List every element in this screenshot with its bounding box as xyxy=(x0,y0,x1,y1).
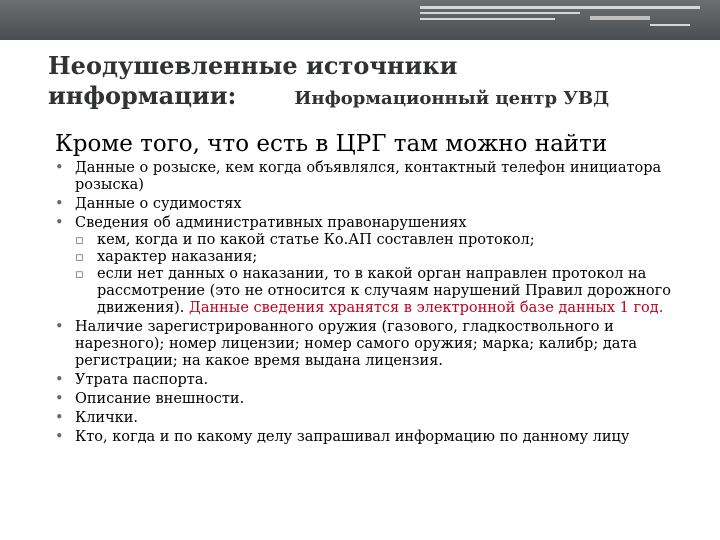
title-line-2-text: информации: xyxy=(48,81,237,110)
sub-list-item xyxy=(75,266,695,317)
list-item-text: Сведения об административных правонарушениях xyxy=(75,215,467,231)
list-item: • Кто, когда и по какому делу запрашивал информацию по данному лицу xyxy=(55,429,695,446)
list-item xyxy=(55,215,695,317)
list-item: • Данные о розыске, кем когда объявлялся, контактный телефон инициатора розыска) xyxy=(55,160,695,194)
stripe xyxy=(420,18,555,20)
stripe xyxy=(420,12,580,14)
list-item: • Клички. xyxy=(55,410,695,427)
bullet-list xyxy=(55,160,695,448)
list-item: • Утрата паспорта. xyxy=(55,372,695,389)
list-item: • Наличие зарегистрированного оружия (газового, гладкоствольного и нарезного); номер лицензии; номер самого оружия; марка; калибр; дата регистрации; на какое время выдана лицензия. xyxy=(55,319,695,370)
highlighted-note: Данные сведения хранятся в электронной базе данных 1 год. xyxy=(189,300,664,316)
list-item: • Данные о судимостях xyxy=(55,196,695,213)
lead-text: Кроме того, что есть в ЦРГ там можно найти xyxy=(55,131,608,157)
slide-subtitle: Информационный центр УВД xyxy=(294,88,610,109)
decorative-stripes xyxy=(420,6,720,46)
stripe xyxy=(590,16,650,20)
sub-list-item: ▫ кем, когда и по какой статье Ко.АП составлен протокол; xyxy=(75,232,695,249)
top-bar xyxy=(0,0,720,40)
slide-title xyxy=(48,51,708,114)
stripe xyxy=(650,24,690,26)
list-item: • Описание внешности. xyxy=(55,391,695,408)
title-line-2 xyxy=(48,81,708,114)
sub-list-item: ▫ характер наказания; xyxy=(75,249,695,266)
title-line-1: Неодушевленные источники xyxy=(48,51,458,80)
sub-bullet-list xyxy=(75,232,695,317)
sub-list-item-text: если нет данных о наказании, то в какой орган направлен протокол на рассмотрение (это не относится к случаям нарушений Правил дорожного движения). xyxy=(97,266,671,316)
stripe xyxy=(420,6,700,9)
